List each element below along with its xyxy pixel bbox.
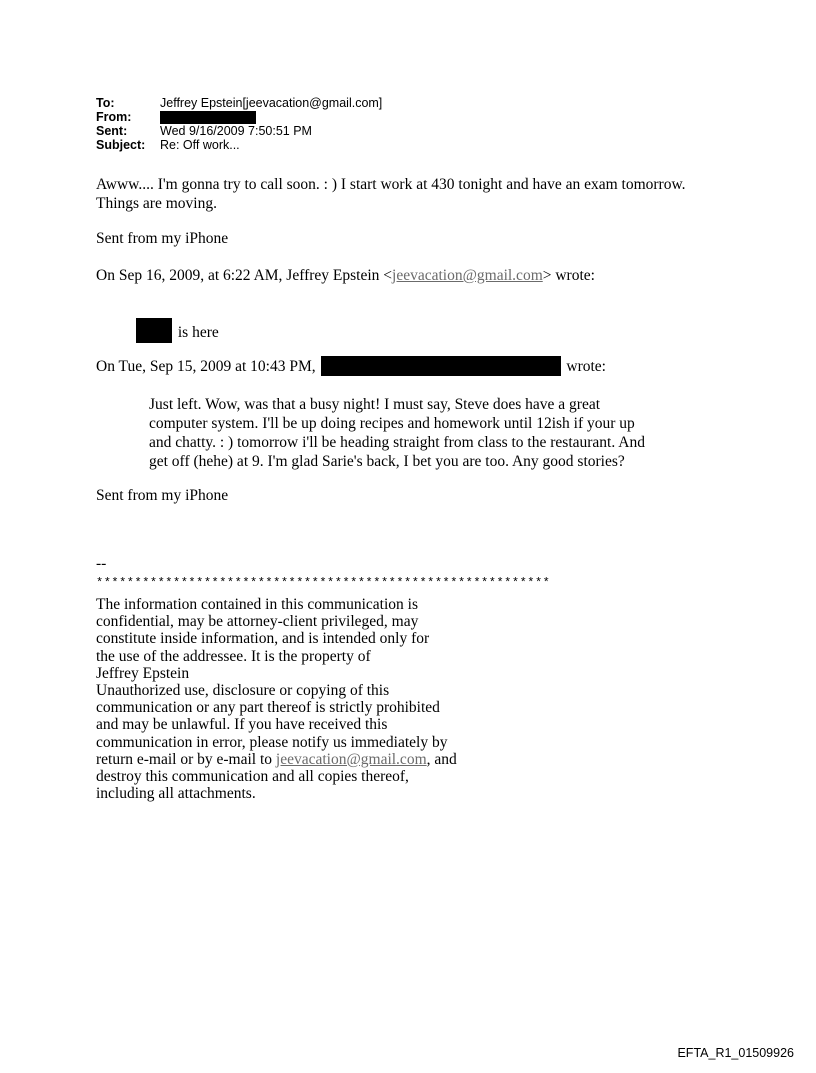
quote-attribution [96, 266, 736, 285]
reply-line: Awww.... I'm gonna try to call soon. : ) I start work at 430 tonight and have an exam tomorrow. [96, 176, 686, 193]
reply-line: Things are moving. [96, 195, 217, 212]
quoted-line: and chatty. : ) tomorrow i'll be heading straight from class to the restaurant. And [149, 434, 645, 451]
document-id: EFTA_R1_01509926 [677, 1046, 794, 1060]
disclaimer-email-line [96, 751, 556, 768]
subject-value: Re: Off work... [160, 138, 240, 152]
quoted-message [149, 395, 749, 471]
disclaimer-dashes: -- [96, 555, 107, 572]
disclaimer-line: constitute inside information, and is intended only for [96, 630, 430, 648]
disclaimer-line: destroy this communication and all copies thereof, [96, 768, 409, 786]
disclaimer-line: and may be unlawful. If you have received this [96, 716, 388, 734]
quote-attribution-2-suffix: wrote: [566, 358, 606, 375]
disclaimer-email-link[interactable]: jeevacation@gmail.com [275, 750, 427, 768]
is-here-text: is here [177, 324, 219, 341]
email-link[interactable]: jeevacation@gmail.com [392, 267, 543, 284]
from-row [96, 110, 382, 124]
disclaimer-text [96, 596, 556, 802]
name-redaction [136, 318, 172, 343]
disclaimer-line: Unauthorized use, disclosure or copying of this [96, 682, 390, 700]
to-label: To: [96, 96, 115, 110]
sent-value: Wed 9/16/2009 7:50:51 PM [160, 124, 312, 138]
signature-2: Sent from my iPhone [96, 487, 229, 504]
disclaimer-line: communication or any part thereof is strictly prohibited [96, 699, 440, 717]
to-value: Jeffrey Epstein[jeevacation@gmail.com] [160, 96, 383, 110]
from-redaction [160, 111, 256, 124]
subject-label: Subject: [96, 138, 146, 152]
quote-attribution-2-prefix: On Tue, Sep 15, 2009 at 10:43 PM, [96, 358, 316, 375]
from-label: From: [96, 110, 132, 124]
disclaimer-email-prefix: return e-mail or by e-mail to [96, 750, 276, 768]
disclaimer-email-suffix: , and [426, 750, 457, 768]
disclaimer-line: the use of the addressee. It is the property of [96, 647, 371, 665]
quote-attribution-2 [96, 356, 736, 376]
quote-attribution-prefix: On Sep 16, 2009, at 6:22 AM, Jeffrey Epstein < [96, 267, 393, 284]
sent-label: Sent: [96, 124, 128, 138]
subject-row [96, 138, 382, 152]
disclaimer-stars: *********************************************************** [96, 576, 551, 590]
disclaimer-line: confidential, may be attorney-client privileged, may [96, 613, 419, 631]
quote-attribution-suffix: > wrote: [542, 267, 595, 284]
disclaimer-line: The information contained in this communication is [96, 596, 418, 613]
sender-redaction [321, 356, 561, 376]
to-row [96, 96, 382, 110]
quoted-line: Just left. Wow, was that a busy night! I must say, Steve does have a great [149, 396, 601, 413]
quoted-line: get off (hehe) at 9. I'm glad Sarie's back, I bet you are too. Any good stories? [149, 453, 625, 470]
quoted-line: computer system. I'll be up doing recipes and homework until 12ish if your up [149, 415, 635, 432]
is-here-line [136, 318, 219, 343]
disclaimer-line: Jeffrey Epstein [96, 664, 190, 682]
disclaimer-line: including all attachments. [96, 785, 256, 803]
reply-text [96, 175, 736, 213]
signature: Sent from my iPhone [96, 230, 229, 247]
disclaimer-line: communication in error, please notify us immediately by [96, 733, 448, 751]
sent-row [96, 124, 382, 138]
email-header [96, 96, 382, 152]
